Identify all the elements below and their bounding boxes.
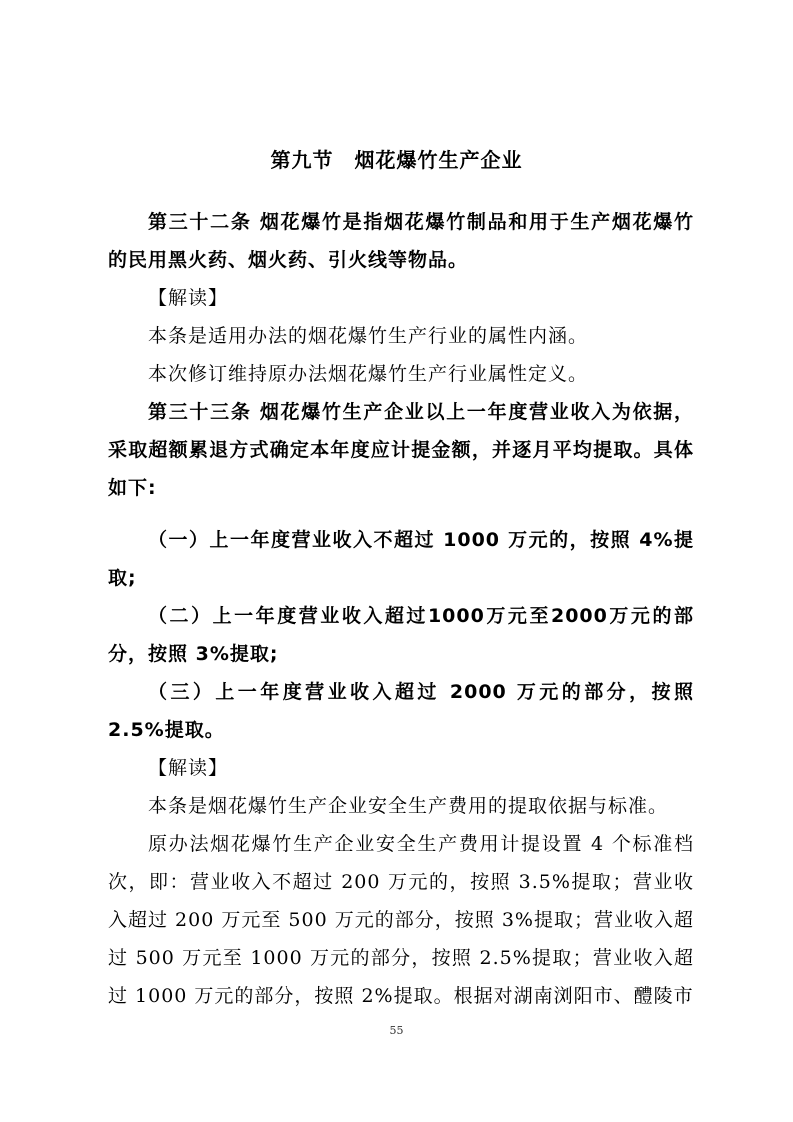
article-32: 第三十二条 烟花爆竹是指烟花爆竹制品和用于生产烟花爆竹的民用黑火药、烟火药、引火线等物品。 [108,211,694,271]
article-33: 第三十三条 烟花爆竹生产企业以上一年度营业收入为依据，采取超额累退方式确定本年度应计提金额，并逐月平均提取。具体如下: [108,401,694,499]
article-33-item-2: （二）上一年度营业收入超过1000万元至2000万元的部分，按照 3%提取; [108,605,694,665]
interpretation-heading: 【解读】 [148,287,229,309]
article-33-item-3: （三）上一年度营业收入超过 2000 万元的部分，按照 2.5%提取。 [108,681,694,741]
interpretation-paragraph: 本条是烟花爆竹生产企业安全生产费用的提取依据与标准。 [148,795,669,817]
interpretation-paragraph: 本条是适用办法的烟花爆竹生产行业的属性内涵。 [148,325,589,347]
interpretation-paragraph: 本次修订维持原办法烟花爆竹生产行业属性定义。 [148,363,589,385]
interpretation-heading: 【解读】 [148,757,229,779]
article-33-item-1: （一）上一年度营业收入不超过 1000 万元的，按照 4%提取; [108,529,694,589]
page-number: 55 [389,1024,404,1037]
interpretation-paragraph: 原办法烟花爆竹生产企业安全生产费用计提设置 4 个标准档次，即：营业收入不超过 200 万元的，按照 3.5%提取；营业收入超过 200 万元至 500 万元的部分，按照 3%提取；营业收入超过 500 万元至 1000 万元的部分，按照 2.5%提取；营业收入超过 1000 万元的部分，按照 2%提取。根据对湖南浏阳市、醴陵市 [108,833,694,1007]
section-title: 第九节 烟花爆竹生产企业 [270,148,523,172]
document-body [108,203,694,1015]
